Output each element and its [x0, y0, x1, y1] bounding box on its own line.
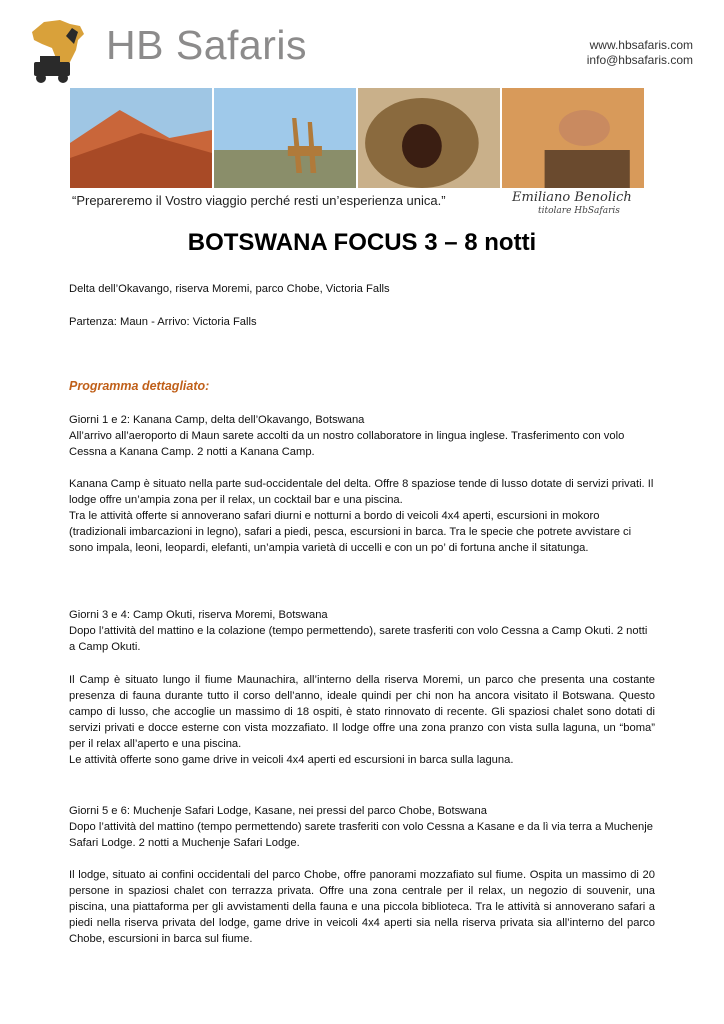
photo-banner — [70, 88, 644, 188]
africa-jeep-logo-icon — [26, 18, 88, 88]
slogan: “Prepareremo il Vostro viaggio perché resti un’esperienza unica.” — [72, 193, 446, 208]
program-heading: Programma dettagliato: — [69, 379, 210, 393]
day56-intro: Dopo l’attività del mattino (tempo permettendo) sarete trasferiti con volo Cessna a Kasane e da lì via terra a Muchenje Safari Lodge. 2 notti a Muchenje Safari Lodge. — [69, 821, 653, 849]
signature-role: titolare HbSafaris — [538, 206, 620, 216]
day12-heading: Giorni 1 e 2: Kanana Camp, delta dell’Okavango, Botswana — [69, 414, 365, 426]
document-title: BOTSWANA FOCUS 3 – 8 notti — [187, 229, 537, 256]
day56-heading: Giorni 5 e 6: Muchenje Safari Lodge, Kasane, nei pressi del parco Chobe, Botswana — [69, 805, 487, 817]
route-line: Delta dell’Okavango, riserva Moremi, parco Chobe, Victoria Falls — [69, 283, 390, 295]
day12-section — [69, 412, 655, 460]
brand-name: HB Safaris — [106, 22, 307, 68]
signature-name: Emiliano Benolich — [512, 190, 632, 205]
day34-intro: Dopo l’attività del mattino e la colazione (tempo permettendo), sarete trasferiti con volo Cessna a Camp Okuti. 2 notti a Camp Okuti. — [69, 625, 648, 653]
email-link[interactable]: info@hbsafaris.com — [586, 53, 693, 67]
day34-heading: Giorni 3 e 4: Camp Okuti, riserva Moremi, Botswana — [69, 609, 328, 621]
contact-block — [587, 38, 693, 68]
day12-description — [69, 476, 655, 556]
day56-desc1: Il lodge, situato ai confini occidentali del parco Chobe, offre panorami mozzafiato sul fiume. Ospita un massimo di 20 persone in spaziosi chalet con terrazza privata. Offre una zona centrale per il relax, un negozio di souvenir, una piscina, una piattaforma per gli avvistamenti della fauna e una piccola biblioteca. Tra le attività si annoverano safari a piedi nella riserva privata del lodge, game drive in veicoli 4x4 aperti sia nella riserva privata sia all’interno del parco Chobe, escursioni in barca sul fiume. — [69, 869, 655, 945]
day12-desc2: Tra le attività offerte si annoverano safari diurni e notturni a bordo di veicoli 4x4 aperti, escursioni in mokoro (tradizionali imbarcazioni in legno), safari a piedi, pesca, escursioni in barca. Tra le specie che potrete avvistare ci sono impala, leoni, leopardi, elefanti, un’ampia varietà di uccelli e con un po’ di fortuna anche il sitatunga. — [69, 510, 632, 554]
giraffes-photo — [214, 88, 356, 188]
dunes-photo — [70, 88, 212, 188]
day34-description — [69, 672, 655, 768]
day56-section — [69, 803, 655, 851]
lion-photo — [358, 88, 500, 188]
day34-desc1: Il Camp è situato lungo il fiume Maunachira, all’interno della riserva Moremi, un parco che presenta una costante presenza di fauna durante tutto il corso dell’anno, ideale quindi per chi non ha ancora visitato il Botswana. Questo campo di lusso, che accoglie un massimo di 18 ospiti, è stato rinnovato di recente. Gli spaziosi chalet sono dotati di servizi privati e docce esterne con vista mozzafiato. Il lodge offre una zona pranzo con vista sulla laguna, un “boma” per il relax all’aperto e una piscina. — [69, 674, 655, 750]
departure-line: Partenza: Maun - Arrivo: Victoria Falls — [69, 316, 257, 328]
day34-section — [69, 607, 655, 655]
guide-photo — [502, 88, 644, 188]
logo — [22, 14, 322, 92]
day12-intro: All’arrivo all’aeroporto di Maun sarete accolti da un nostro collaboratore in lingua inglese. Trasferimento con volo Cessna a Kanana Camp. 2 notti a Kanana Camp. — [69, 430, 625, 458]
day56-description — [69, 867, 655, 947]
day12-desc1: Kanana Camp è situato nella parte sud-occidentale del delta. Offre 8 spaziose tende di lusso dotate di servizi privati. Il lodge offre un’ampia zona per il relax, un cocktail bar e una piscina. — [69, 478, 654, 506]
website-link[interactable]: www.hbsafaris.com — [589, 38, 693, 52]
day34-desc2: Le attività offerte sono game drive in veicoli 4x4 aperti ed escursioni in barca sulla laguna. — [69, 754, 514, 766]
